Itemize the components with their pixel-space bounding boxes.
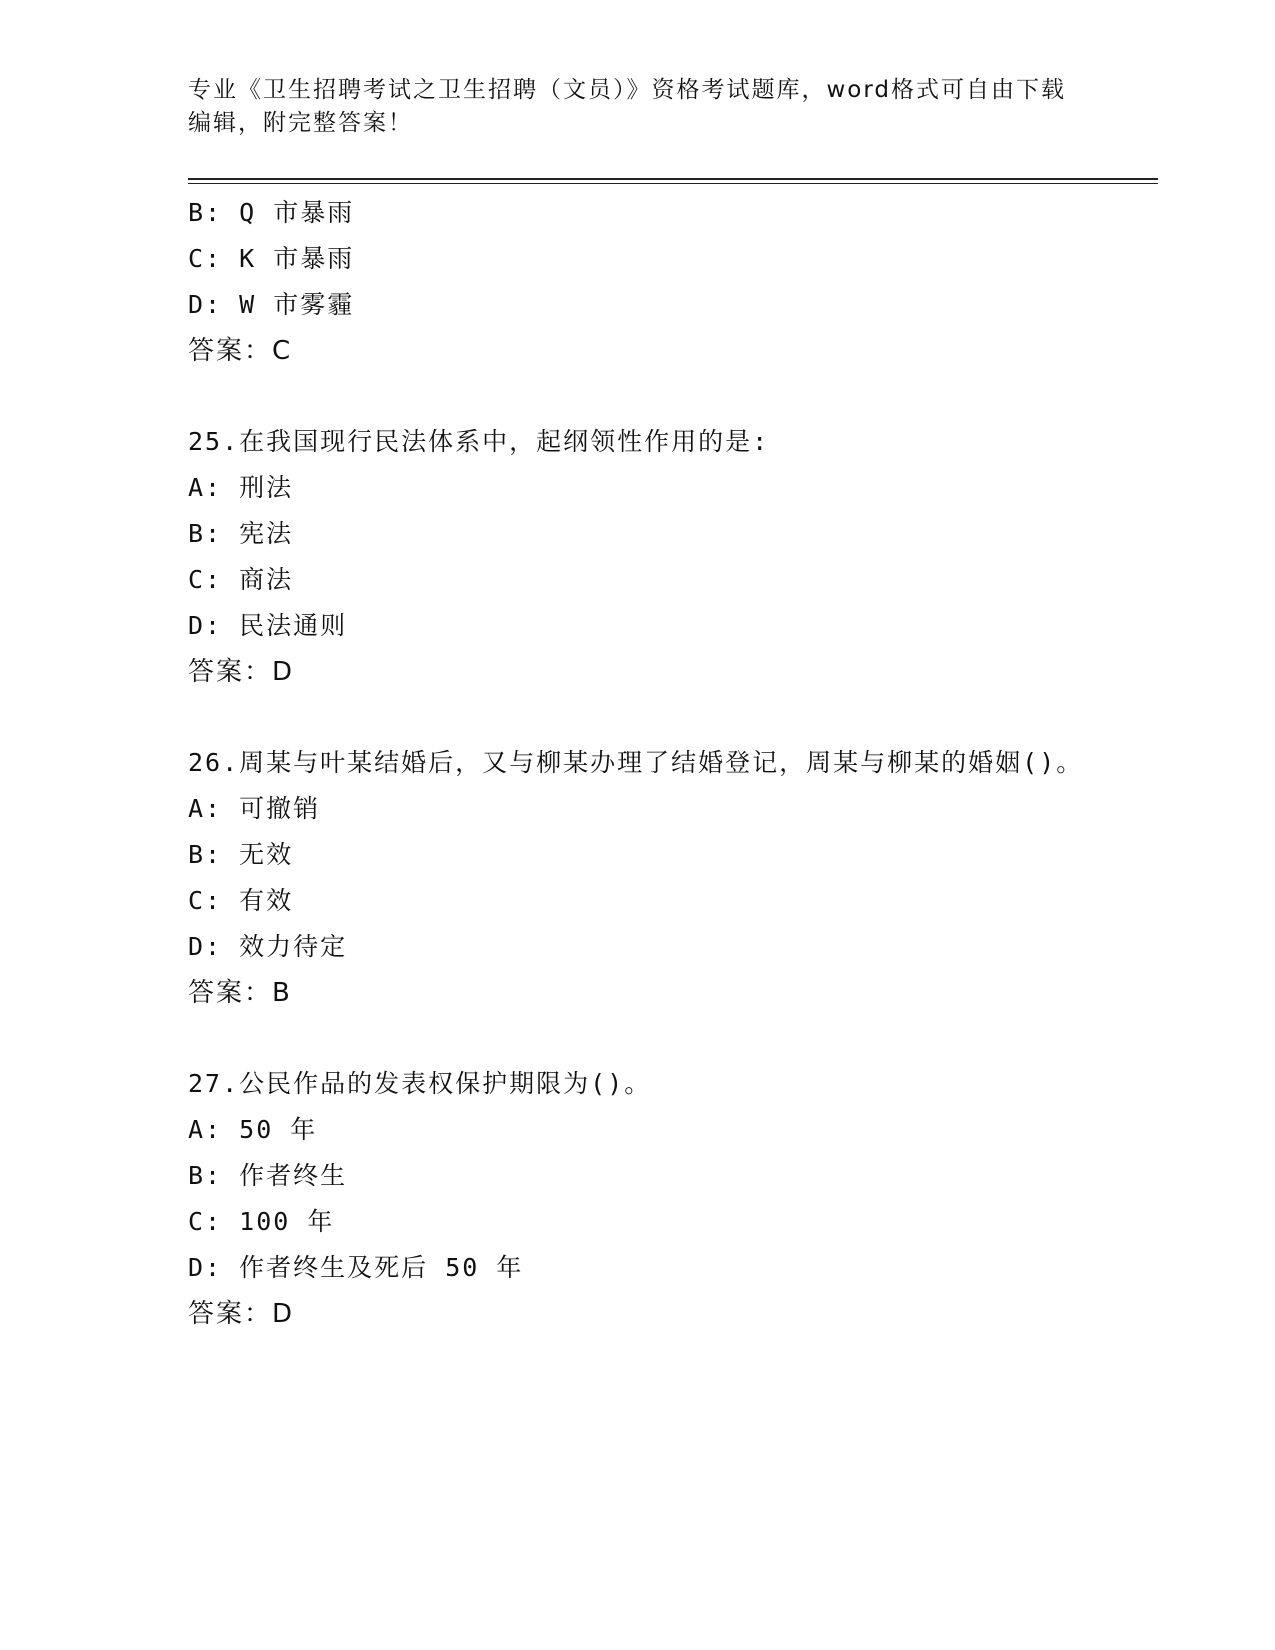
document-header: 专业《卫生招聘考试之卫生招聘（文员）》资格考试题库，word格式可自由下载编辑，附完整答案！ (188, 77, 1067, 136)
option-d: D: W 市雾霾 (188, 290, 355, 319)
option-b: B: 无效 (188, 840, 294, 869)
option-c: C: 100 年 (188, 1207, 335, 1236)
question-stem: 26.周某与叶某结婚后，又与柳某办理了结婚登记，周某与柳某的婚姻()。 (188, 748, 1084, 777)
question-27 (188, 1061, 1088, 1337)
question-list (188, 190, 1088, 1337)
option-b: B: 作者终生 (188, 1161, 348, 1190)
option-d: D: 民法通则 (188, 611, 348, 640)
option-d: D: 效力待定 (188, 932, 348, 961)
answer: 答案：B (188, 978, 292, 1008)
question-24-tail (188, 190, 1088, 374)
option-c: C: 商法 (188, 565, 294, 594)
option-c: C: 有效 (188, 886, 294, 915)
option-c: C: K 市暴雨 (188, 244, 355, 273)
question-stem: 25.在我国现行民法体系中，起纲领性作用的是: (188, 427, 770, 456)
answer: 答案：D (188, 1299, 295, 1329)
option-d: D: 作者终生及死后 50 年 (188, 1253, 524, 1282)
option-b: B: 宪法 (188, 519, 294, 548)
option-a: A: 可撤销 (188, 794, 321, 823)
answer: 答案：C (188, 336, 293, 366)
option-a: A: 50 年 (188, 1115, 318, 1144)
header-divider-top (188, 178, 1158, 180)
question-26 (188, 740, 1088, 1016)
question-stem: 27.公民作品的发表权保护期限为()。 (188, 1069, 652, 1098)
answer: 答案：D (188, 657, 295, 687)
option-a: A: 刑法 (188, 473, 294, 502)
header-divider-bottom (188, 183, 1158, 184)
option-b: B: Q 市暴雨 (188, 198, 355, 227)
question-25 (188, 419, 1088, 695)
